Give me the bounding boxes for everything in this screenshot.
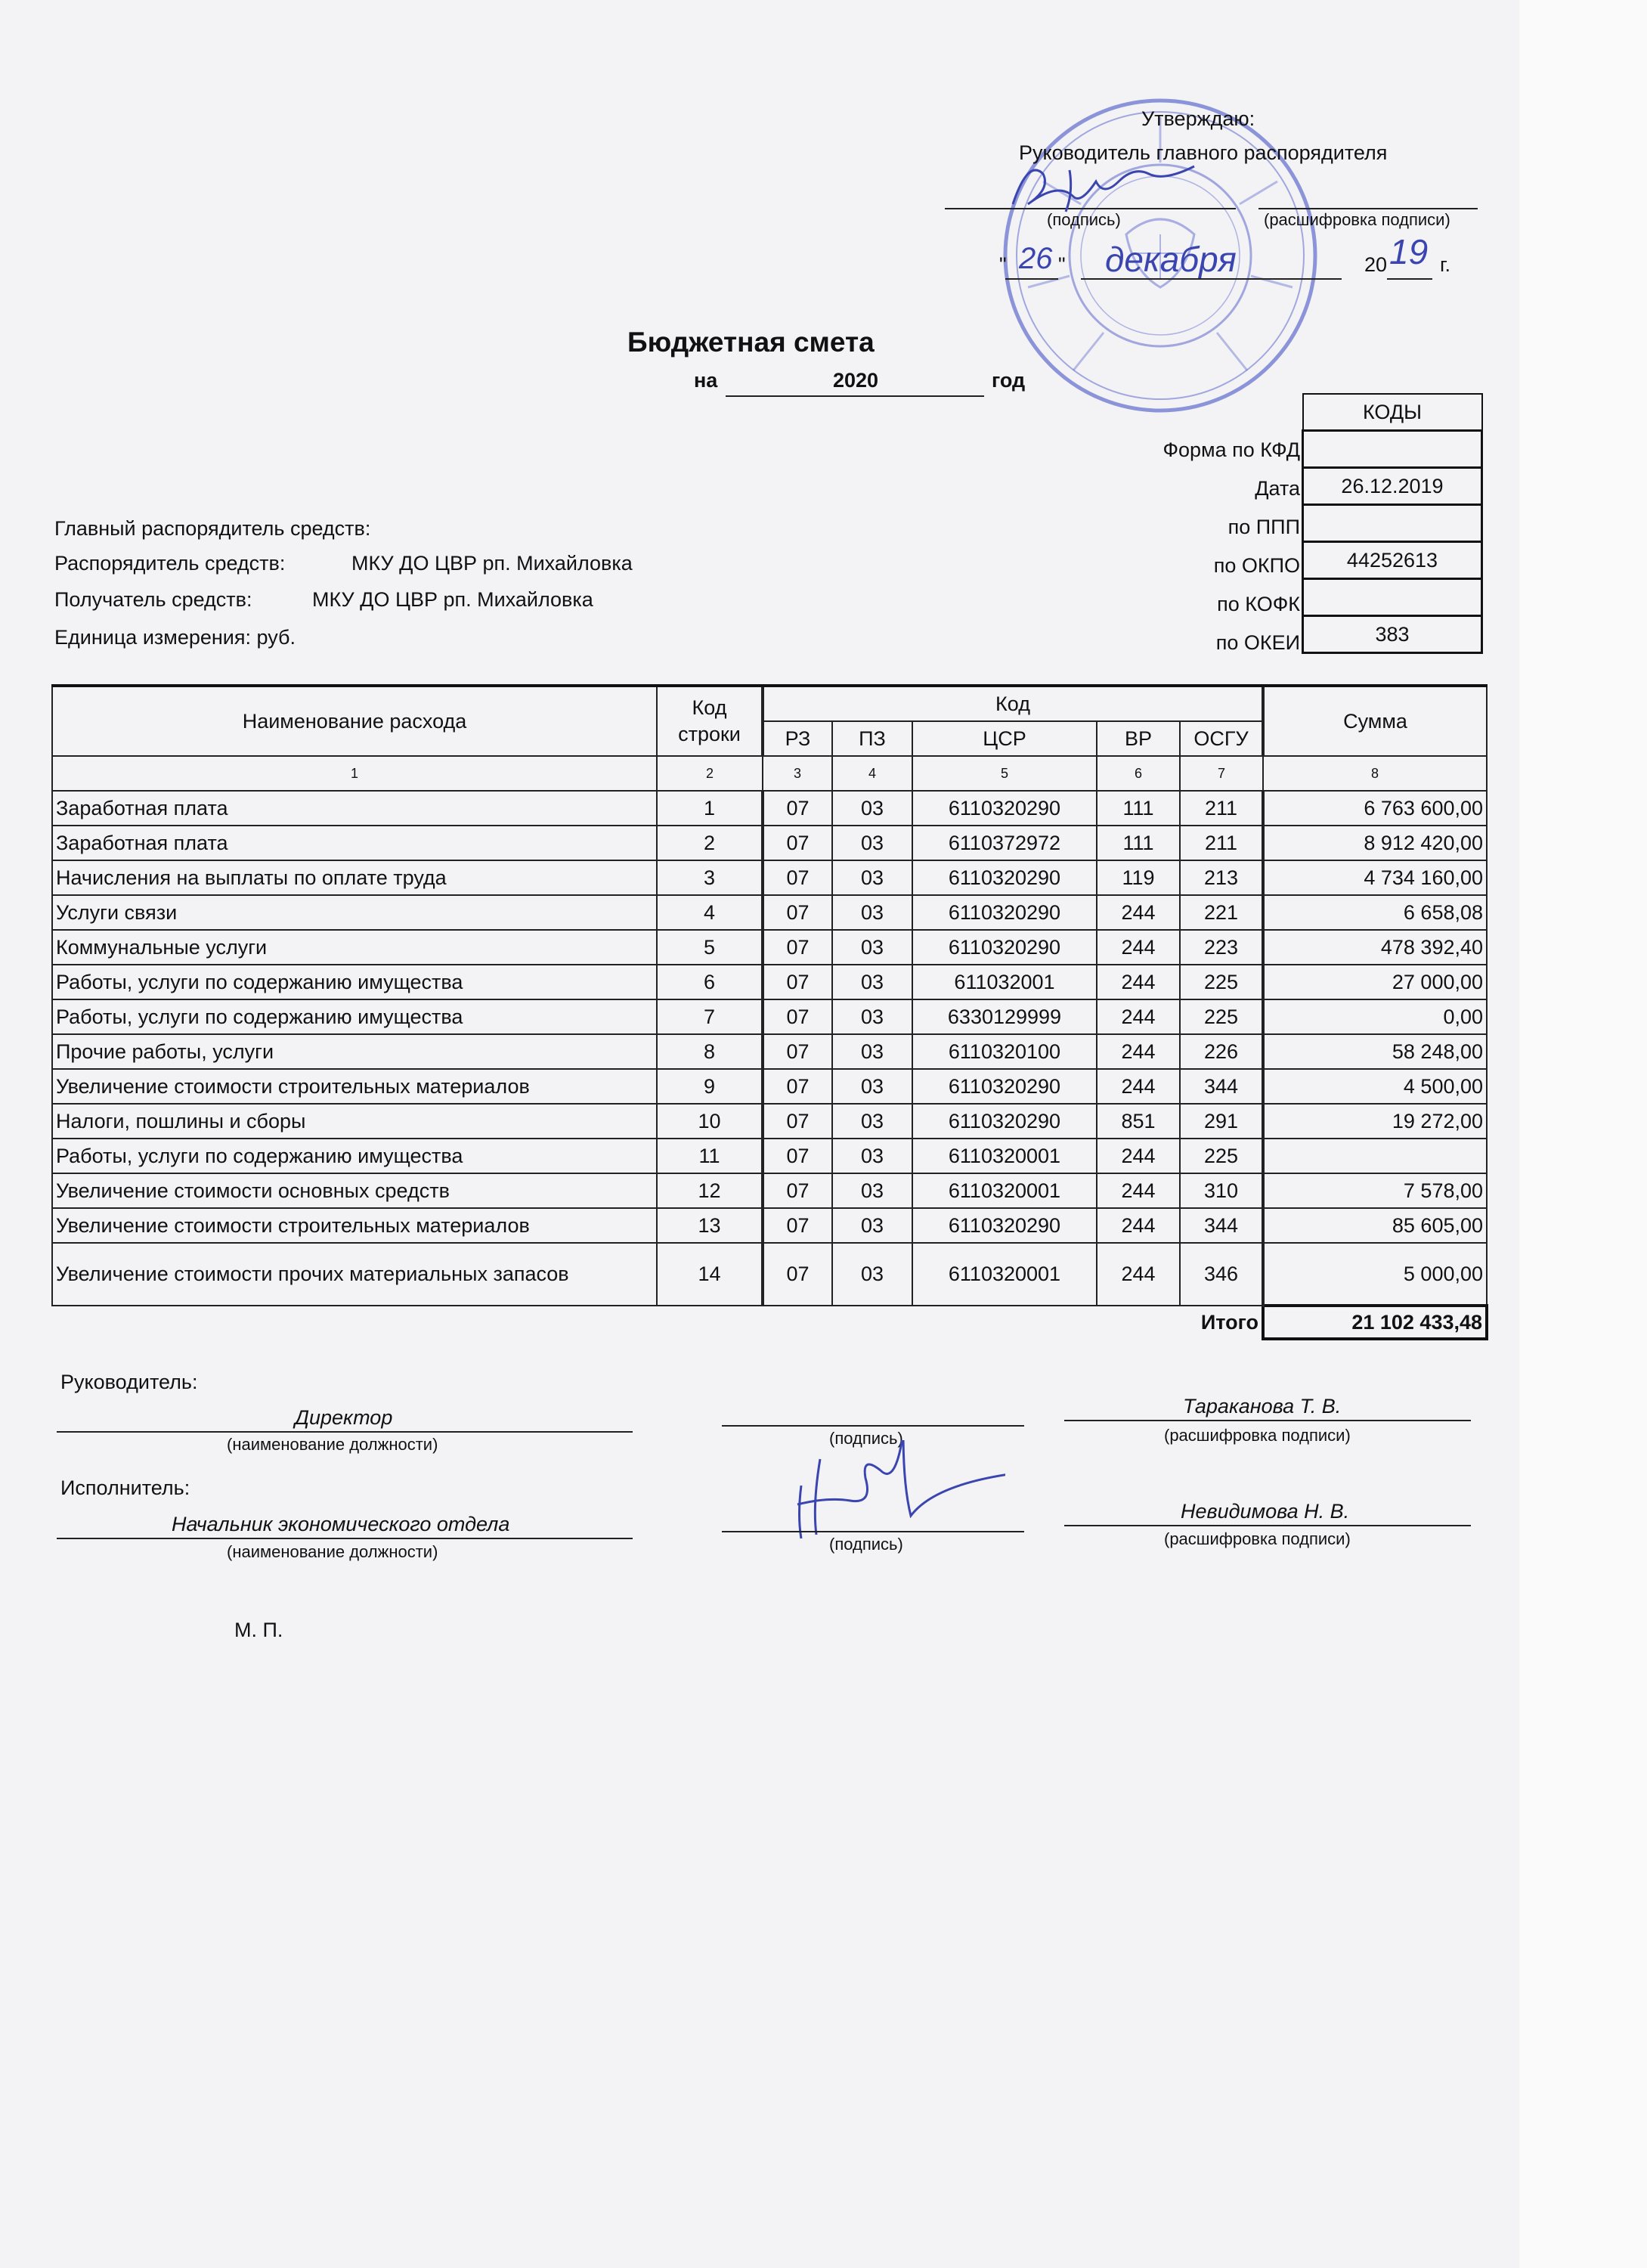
codes-label-okei: по ОКЕИ: [1215, 631, 1300, 654]
approval-day: 26: [1019, 242, 1053, 275]
codes-label-kofk: по КОФК: [1217, 593, 1300, 615]
cell-csr: 6110320001: [912, 1139, 1097, 1173]
cell-csr: 6110372972: [912, 826, 1097, 860]
col-number: 7: [1180, 756, 1263, 791]
cell-pz: 03: [832, 999, 912, 1034]
cell-name: Заработная плата: [52, 791, 657, 826]
period-year: 2020: [833, 369, 879, 392]
period-year-line: [726, 395, 984, 397]
approval-label: Утверждаю:: [1141, 107, 1255, 130]
cell-rz: 07: [763, 895, 832, 930]
cell-sum: 478 392,40: [1263, 930, 1487, 965]
approval-year-suffix: 19: [1389, 232, 1429, 271]
cell-sum: 19 272,00: [1263, 1104, 1487, 1139]
table-row: [52, 1104, 1487, 1139]
cell-pz: 03: [832, 791, 912, 826]
col-number: 8: [1263, 756, 1487, 791]
cell-csr: 6110320290: [912, 1069, 1097, 1104]
cell-code: 7: [657, 999, 763, 1034]
cell-pz: 03: [832, 1104, 912, 1139]
head-position-line: [57, 1431, 633, 1433]
cell-vr: 244: [1097, 965, 1180, 999]
cell-osgu: 225: [1180, 965, 1263, 999]
header-rz: РЗ: [763, 721, 832, 756]
approval-signature-icon: [998, 151, 1217, 219]
cell-csr: 6110320290: [912, 860, 1097, 895]
approval-year-unit: г.: [1440, 253, 1451, 276]
table-row: [52, 1208, 1487, 1243]
cell-vr: 244: [1097, 1243, 1180, 1306]
approval-day-line: [1005, 278, 1058, 280]
cell-sum: 0,00: [1263, 999, 1487, 1034]
cell-osgu: 211: [1180, 826, 1263, 860]
cell-csr: 6110320290: [912, 1208, 1097, 1243]
head-label: Руководитель:: [60, 1371, 198, 1393]
cell-pz: 03: [832, 1069, 912, 1104]
cell-pz: 03: [832, 965, 912, 999]
cell-osgu: 346: [1180, 1243, 1263, 1306]
cell-code: 5: [657, 930, 763, 965]
cell-osgu: 225: [1180, 999, 1263, 1034]
main-manager-label: Главный распорядитель средств:: [54, 517, 371, 540]
head-signature-caption: (подпись): [829, 1429, 903, 1448]
cell-name: Прочие работы, услуги: [52, 1034, 657, 1069]
cell-code: 11: [657, 1139, 763, 1173]
cell-csr: 6110320290: [912, 791, 1097, 826]
cell-rz: 07: [763, 1034, 832, 1069]
approval-decoding-line: [1258, 208, 1478, 209]
codes-label-date: Дата: [1255, 477, 1300, 500]
cell-vr: 851: [1097, 1104, 1180, 1139]
cell-name: Увеличение стоимости прочих материальных запасов: [52, 1243, 657, 1306]
cell-rz: 07: [763, 965, 832, 999]
cell-vr: 244: [1097, 1069, 1180, 1104]
header-sum: Сумма: [1263, 686, 1487, 756]
period-prefix: на: [694, 369, 718, 392]
cell-name: Работы, услуги по содержанию имущества: [52, 1139, 657, 1173]
table-row: [52, 1139, 1487, 1173]
head-name-caption: (расшифровка подписи): [1164, 1426, 1351, 1445]
col-number: 4: [832, 756, 912, 791]
executor-name-line: [1064, 1525, 1471, 1526]
codes-value-kfd: [1303, 431, 1482, 468]
cell-vr: 244: [1097, 1173, 1180, 1208]
executor-name-caption: (расшифровка подписи): [1164, 1529, 1351, 1548]
manager-value: МКУ ДО ЦВР рп. Михайловка: [351, 552, 633, 575]
recipient-label: Получатель средств:: [54, 588, 252, 611]
cell-osgu: 344: [1180, 1208, 1263, 1243]
table-row: [52, 965, 1487, 999]
cell-vr: 111: [1097, 826, 1180, 860]
cell-pz: 03: [832, 1139, 912, 1173]
approval-month-line: [1081, 278, 1342, 280]
cell-rz: 07: [763, 791, 832, 826]
cell-sum: 85 605,00: [1263, 1208, 1487, 1243]
cell-rz: 07: [763, 826, 832, 860]
cell-vr: 119: [1097, 860, 1180, 895]
cell-rz: 07: [763, 860, 832, 895]
cell-vr: 244: [1097, 1208, 1180, 1243]
cell-pz: 03: [832, 1034, 912, 1069]
recipient-value: МКУ ДО ЦВР рп. Михайловка: [312, 588, 593, 611]
executor-signature-icon: [779, 1440, 1005, 1546]
cell-sum: 27 000,00: [1263, 965, 1487, 999]
table-row: [52, 1034, 1487, 1069]
cell-osgu: 223: [1180, 930, 1263, 965]
cell-csr: 6110320290: [912, 1104, 1097, 1139]
cell-name: Заработная плата: [52, 826, 657, 860]
approval-year-prefix: 20: [1364, 253, 1388, 276]
cell-code: 6: [657, 965, 763, 999]
col-number: 1: [52, 756, 657, 791]
cell-vr: 244: [1097, 1139, 1180, 1173]
unit-label: Единица измерения: руб.: [54, 626, 296, 649]
manager-label: Распорядитель средств:: [54, 552, 286, 575]
executor-position-caption: (наименование должности): [227, 1542, 438, 1561]
approval-month: декабря: [1105, 240, 1237, 279]
header-name: Наименование расхода: [52, 686, 657, 756]
cell-code: 1: [657, 791, 763, 826]
cell-pz: 03: [832, 895, 912, 930]
cell-name: Начисления на выплаты по оплате труда: [52, 860, 657, 895]
cell-rz: 07: [763, 999, 832, 1034]
header-code: Код: [763, 686, 1263, 721]
cell-csr: 6110320290: [912, 895, 1097, 930]
col-number: 3: [763, 756, 832, 791]
table-row: [52, 930, 1487, 965]
cell-rz: 07: [763, 1243, 832, 1306]
table-row: [52, 895, 1487, 930]
cell-pz: 03: [832, 1208, 912, 1243]
col-number: 6: [1097, 756, 1180, 791]
cell-rz: 07: [763, 930, 832, 965]
cell-osgu: 211: [1180, 791, 1263, 826]
cell-sum: [1263, 1139, 1487, 1173]
cell-code: 13: [657, 1208, 763, 1243]
cell-code: 12: [657, 1173, 763, 1208]
executor-signature-caption: (подпись): [829, 1535, 903, 1554]
table-row: [52, 1243, 1487, 1306]
cell-name: Увеличение стоимости строительных материалов: [52, 1069, 657, 1104]
executor-position-line: [57, 1538, 633, 1539]
cell-csr: 6330129999: [912, 999, 1097, 1034]
cell-sum: 4 734 160,00: [1263, 860, 1487, 895]
cell-osgu: 344: [1180, 1069, 1263, 1104]
cell-csr: 611032001: [912, 965, 1097, 999]
cell-rz: 07: [763, 1104, 832, 1139]
cell-osgu: 310: [1180, 1173, 1263, 1208]
total-label: Итого: [52, 1306, 1263, 1339]
col-number: 2: [657, 756, 763, 791]
total-value: 21 102 433,48: [1263, 1306, 1487, 1339]
codes-header: КОДЫ: [1303, 394, 1482, 431]
cell-pz: 03: [832, 1173, 912, 1208]
executor-label: Исполнитель:: [60, 1476, 190, 1499]
cell-name: Работы, услуги по содержанию имущества: [52, 999, 657, 1034]
executor-signature-line: [722, 1531, 1024, 1532]
codes-label-kfd: Форма по КФД: [1162, 438, 1300, 461]
cell-sum: 7 578,00: [1263, 1173, 1487, 1208]
header-pz: ПЗ: [832, 721, 912, 756]
cell-pz: 03: [832, 930, 912, 965]
codes-label-okpo: по ОКПО: [1213, 554, 1300, 577]
cell-name: Услуги связи: [52, 895, 657, 930]
period-suffix: год: [992, 369, 1026, 392]
codes-value-date: 26.12.2019: [1303, 468, 1482, 505]
codes-value-okpo: 44252613: [1303, 542, 1482, 579]
approval-decoding-caption: (расшифровка подписи): [1264, 210, 1450, 229]
cell-vr: 244: [1097, 895, 1180, 930]
table-row: [52, 1069, 1487, 1104]
cell-vr: 244: [1097, 930, 1180, 965]
cell-code: 14: [657, 1243, 763, 1306]
cell-osgu: 291: [1180, 1104, 1263, 1139]
cell-code: 8: [657, 1034, 763, 1069]
cell-osgu: 221: [1180, 895, 1263, 930]
cell-sum: 6 658,08: [1263, 895, 1487, 930]
table-row: [52, 860, 1487, 895]
cell-osgu: 226: [1180, 1034, 1263, 1069]
paper-edge: [1519, 0, 1647, 2268]
cell-csr: 6110320100: [912, 1034, 1097, 1069]
header-csr: ЦСР: [912, 721, 1097, 756]
table-row: [52, 1173, 1487, 1208]
page-title: Бюджетная смета: [627, 327, 875, 358]
cell-name: Увеличение стоимости строительных материалов: [52, 1208, 657, 1243]
table-row: [52, 826, 1487, 860]
header-osgu: ОСГУ: [1180, 721, 1263, 756]
header-row-code: Код строки: [657, 686, 763, 756]
cell-sum: 58 248,00: [1263, 1034, 1487, 1069]
cell-sum: 8 912 420,00: [1263, 826, 1487, 860]
cell-name: Налоги, пошлины и сборы: [52, 1104, 657, 1139]
table-row: [52, 791, 1487, 826]
cell-pz: 03: [832, 860, 912, 895]
approval-position: Руководитель главного распорядителя: [1019, 141, 1388, 164]
approval-year-line: [1387, 278, 1432, 280]
table-row: [52, 999, 1487, 1034]
cell-sum: 5 000,00: [1263, 1243, 1487, 1306]
cell-name: Работы, услуги по содержанию имущества: [52, 965, 657, 999]
codes-labels: [983, 431, 1300, 662]
cell-sum: 4 500,00: [1263, 1069, 1487, 1104]
cell-osgu: 213: [1180, 860, 1263, 895]
cell-name: Коммунальные услуги: [52, 930, 657, 965]
cell-rz: 07: [763, 1139, 832, 1173]
cell-csr: 6110320290: [912, 930, 1097, 965]
cell-name: Увеличение стоимости основных средств: [52, 1173, 657, 1208]
approval-signature-caption: (подпись): [1047, 210, 1121, 229]
cell-csr: 6110320001: [912, 1173, 1097, 1208]
head-name: Тараканова Т. В.: [1183, 1395, 1342, 1418]
executor-position: Начальник экономического отдела: [172, 1513, 510, 1535]
header-vr: ВР: [1097, 721, 1180, 756]
cell-code: 10: [657, 1104, 763, 1139]
cell-code: 2: [657, 826, 763, 860]
codes-label-ppp: по ППП: [1228, 516, 1300, 538]
cell-code: 4: [657, 895, 763, 930]
cell-code: 9: [657, 1069, 763, 1104]
codes-value-ppp: [1303, 505, 1482, 542]
cell-vr: 244: [1097, 999, 1180, 1034]
cell-vr: 244: [1097, 1034, 1180, 1069]
codes-value-kofk: [1303, 579, 1482, 616]
cell-rz: 07: [763, 1069, 832, 1104]
cell-code: 3: [657, 860, 763, 895]
cell-pz: 03: [832, 1243, 912, 1306]
budget-table: [51, 684, 1488, 1340]
head-signature-line: [722, 1425, 1024, 1427]
cell-osgu: 225: [1180, 1139, 1263, 1173]
seal-label: М. П.: [234, 1619, 283, 1641]
executor-name: Невидимова Н. В.: [1181, 1500, 1350, 1523]
cell-csr: 6110320001: [912, 1243, 1097, 1306]
codes-value-okei: 383: [1303, 616, 1482, 653]
cell-rz: 07: [763, 1173, 832, 1208]
cell-sum: 6 763 600,00: [1263, 791, 1487, 826]
head-name-line: [1064, 1420, 1471, 1421]
head-position-caption: (наименование должности): [227, 1435, 438, 1454]
head-position: Директор: [295, 1406, 393, 1429]
codes-table: [1302, 393, 1483, 654]
cell-vr: 111: [1097, 791, 1180, 826]
col-number: 5: [912, 756, 1097, 791]
cell-pz: 03: [832, 826, 912, 860]
cell-rz: 07: [763, 1208, 832, 1243]
